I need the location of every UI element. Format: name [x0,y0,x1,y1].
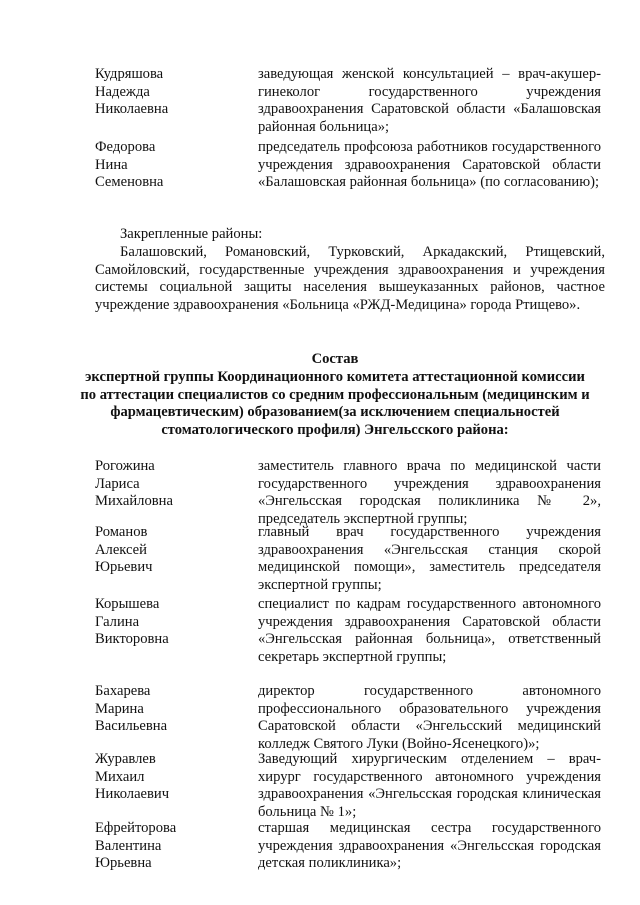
member-patronymic: Михайловна [95,493,173,509]
member-name [95,524,245,577]
member-name [95,683,245,736]
member-surname: Рогожина [95,458,155,474]
member-name [95,751,245,804]
member-name [95,458,245,511]
member-patronymic: Юрьевич [95,559,153,575]
member-first-name: Марина [95,700,144,717]
member-position: председатель профсоюза работников государственного учреждения здравоохранения Саратовской области «Балашовская районная больница» (по согласованию); [258,139,601,190]
member-surname: Корышева [95,596,160,612]
member-position: старшая медицинская сестра государственного учреждения здравоохранения «Энгельсская городская детская поликлиника»; [258,820,601,871]
member-name [95,66,245,119]
member-position: заместитель главного врача по медицинской части государственного учреждения здравоохранения «Энгельсская городская поликлиника № 2», председатель экспертной группы; [258,458,601,527]
member-position: заведующая женской консультацией – врач-акушер-гинеколог государственного учреждения здравоохранения Саратовской области «Балашовская районная больница»; [258,66,601,135]
member-patronymic: Семеновна [95,174,164,190]
districts-text: Балашовский, Романовский, Турковский, Аркадакский, Ртищевский, Самойловский, государственные учреждения здравоохранения и учреждения системы социальной защиты населения вышеуказанных районов, частное учреждение здравоохранения «Больница «РЖД-Медицина» города Ртищево». [95,244,605,313]
member-first-name: Валентина [95,837,162,854]
section-subtitle: экспертной группы Координационного комитета аттестационной комиссии по аттестации специалистов со средним профессиональным (медицинским и фармацевтическим) образованием(за исключением специальностей стоматологического профиля) Энгельсского района: [80,369,590,438]
member-surname: Журавлев [95,751,156,767]
member-position: Заведующий хирургическим отделением – врач-хирург государственного автономного учреждения здравоохранения «Энгельсская городская клиническая больница № 1»; [258,751,601,820]
member-name [95,139,245,192]
member-surname: Бахарева [95,683,151,699]
member-position: директор государственного автономного профессионального образовательного учреждения Саратовской области «Энгельсский медицинский колледж Святого Луки (Войно-Ясенецкого)»; [258,683,601,752]
member-first-name: Алексей [95,541,147,558]
member-position: главный врач государственного учреждения здравоохранения «Энгельсская станция скорой медицинской помощи», заместитель председателя экспертной группы; [258,524,601,593]
member-surname: Федорова [95,139,156,155]
member-patronymic: Васильевна [95,718,168,734]
member-surname: Ефрейторова [95,820,177,836]
member-patronymic: Николаевна [95,101,169,117]
member-name [95,596,245,649]
member-patronymic: Николаевич [95,786,170,802]
districts-label: Закрепленные районы: [120,226,263,242]
member-first-name: Нина [95,156,128,173]
member-first-name: Лариса [95,475,140,492]
member-first-name: Надежда [95,83,150,100]
member-first-name: Галина [95,613,140,630]
member-name [95,820,245,873]
section-title: Состав [311,351,359,367]
member-patronymic: Юрьевна [95,855,152,871]
member-surname: Кудряшова [95,66,164,82]
member-patronymic: Викторовна [95,631,169,647]
member-first-name: Михаил [95,768,145,785]
member-surname: Романов [95,524,148,540]
member-position: специалист по кадрам государственного автономного учреждения здравоохранения Саратовской области «Энгельсская районная больница», ответственный секретарь экспертной группы; [258,596,601,665]
